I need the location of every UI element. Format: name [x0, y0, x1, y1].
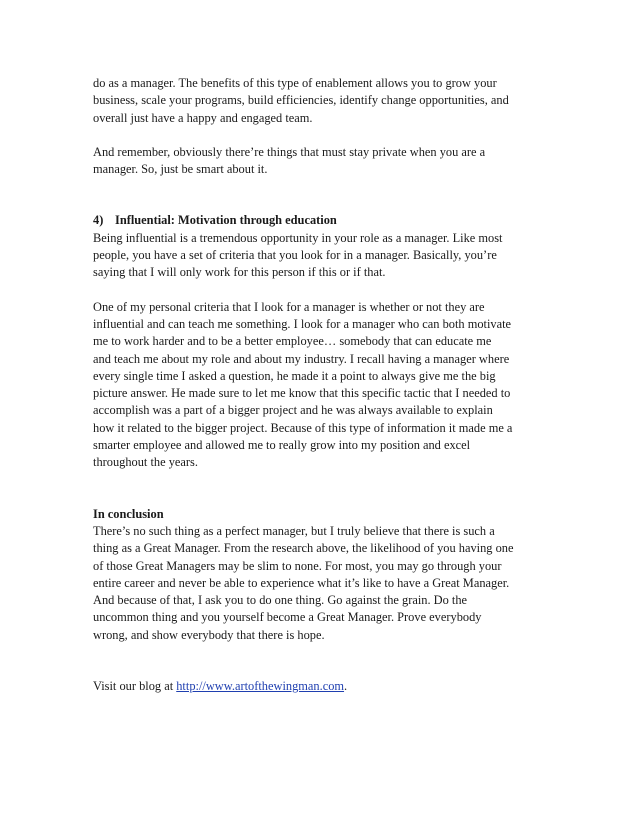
text-line: manager. So, just be smart about it. [93, 162, 268, 177]
footer-line [93, 678, 563, 695]
text-line: me to work harder and to be a better employee… somebody that can educate me [93, 334, 492, 349]
footer-suffix: . [344, 679, 348, 694]
text-line: saying that I will only work for this person if this or if that. [93, 265, 386, 280]
section-4-paragraph-2 [93, 299, 563, 472]
section-number: 4) [93, 213, 104, 228]
text-line: thing as a Great Manager. From the research above, the likelihood of you having one [93, 541, 514, 556]
text-line: And because of that, I ask you to do one thing. Go against the grain. Do the [93, 593, 468, 608]
footer-prefix: Visit our blog at [93, 679, 177, 694]
text-line: One of my personal criteria that I look for a manager is whether or not they are [93, 299, 485, 314]
conclusion-section [93, 506, 563, 644]
intro-paragraph [93, 75, 563, 127]
text-line: every single time I asked a question, he made it a point to always give me the big [93, 368, 496, 383]
text-line: do as a manager. The benefits of this type of enablement allows you to grow your [93, 76, 497, 90]
text-line: accomplish was a part of a bigger project and he was always available to explain [93, 403, 493, 418]
text-line: wrong, and show everybody that there is hope. [93, 627, 325, 642]
blog-footer [93, 678, 563, 695]
section-4 [93, 212, 563, 471]
text-line: overall just have a happy and engaged team. [93, 110, 313, 125]
text-line: influential and can teach me something. I look for a manager who can both motivate [93, 316, 512, 331]
section-title: Influential: Motivation through education [115, 213, 337, 228]
document-body [93, 75, 563, 695]
text-line: of those Great Managers may be slim to none. For most, you may go through your [93, 558, 502, 573]
text-line: throughout the years. [93, 455, 198, 470]
remember-paragraph [93, 144, 563, 179]
section-heading [93, 212, 563, 229]
text-line: smarter employee and allowed me to really grow into my position and excel [93, 438, 471, 453]
text-line: business, scale your programs, build efficiencies, identify change opportunities, and [93, 93, 509, 108]
text-line: Being influential is a tremendous opportunity in your role as a manager. Like most [93, 230, 503, 245]
text-line: how it related to the bigger project. Because of this type of information it made me a [93, 420, 513, 435]
text-line: people, you have a set of criteria that you look for in a manager. Basically, you’re [93, 248, 497, 263]
text-line: uncommon thing and you yourself become a Great Manager. Prove everybody [93, 610, 482, 625]
text-line: and teach me about my role and about my industry. I recall having a manager where [93, 351, 510, 366]
text-line: And remember, obviously there’re things that must stay private when you are a [93, 144, 486, 159]
text-line: entire career and never be able to experience what it’s like to have a Great Manager. [93, 575, 510, 590]
text-line: There’s no such thing as a perfect manager, but I truly believe that there is such a [93, 523, 495, 538]
conclusion-heading: In conclusion [93, 506, 164, 521]
text-line: picture answer. He made sure to let me know that this specific tactic that I needed to [93, 386, 511, 401]
section-4-paragraph-1 [93, 230, 563, 282]
blog-link[interactable]: http://www.artofthewingman.com [176, 679, 345, 694]
